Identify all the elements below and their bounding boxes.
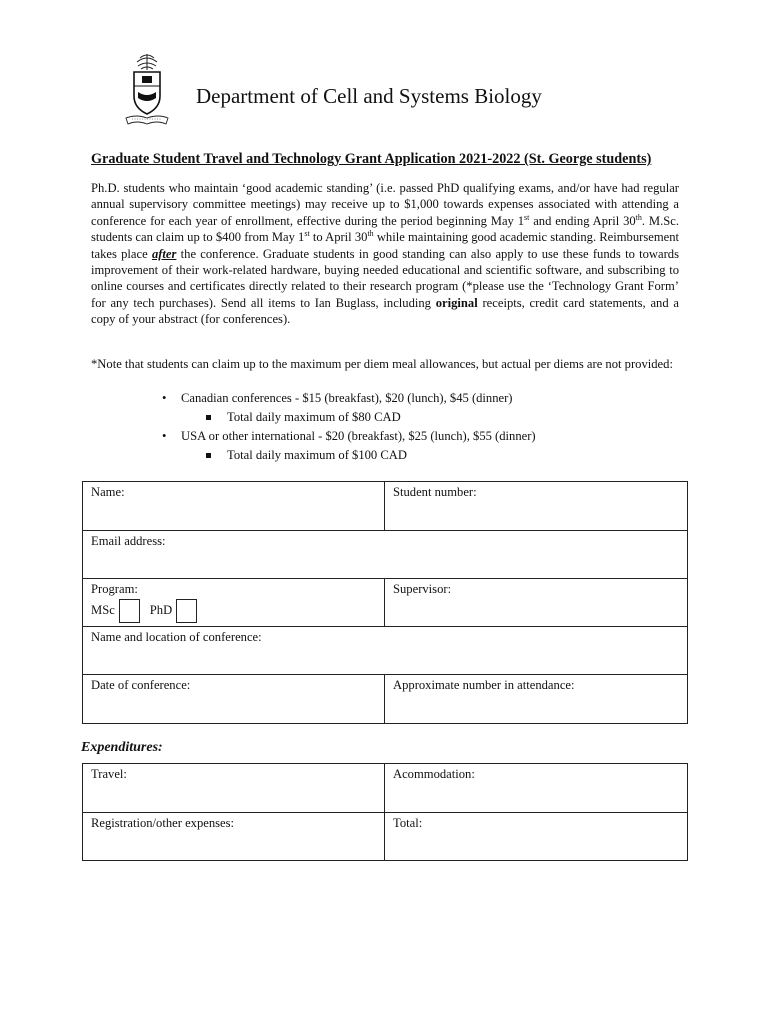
attendance-field[interactable]: Approximate number in attendance: [385,675,688,724]
department-name: Department of Cell and Systems Biology [196,84,542,108]
name-field[interactable]: Name: [83,482,385,531]
phd-checkbox[interactable] [176,599,197,623]
bullet-icon: • [162,429,167,443]
eligibility-paragraph: Ph.D. students who maintain ‘good academic standing’ (i.e. passed PhD qualifying exams, and/or have had regular annual supervisory committee meetings) may receive up to $1,000 towards expenses associated with attending a conference for each year of enrollment, effective during the period beginning May 1st and ending April 30th. M.Sc. students can claim up to $400 from May 1st to April 30th while maintaining good academic standing. Reimbursement takes place after the conference. Graduate students in good standing can also apply to use these funds to towards improvement of their work-related hardware, buying needed educational and scientific software, and subscribing to online courses and certificates directly related to their research program (*please use the ‘Technology Grant Form’ for any tech purchases). Send all items to Ian Buglass, including original receipts, credit card statements, and a copy of your abstract (for conferences). [91,181,679,327]
university-crest-logo [122,52,172,132]
bullet-icon: • [162,391,167,405]
form-title: Graduate Student Travel and Technology Grant Application 2021-2022 (St. George students) [91,151,652,167]
emphasis-original: original [435,295,478,310]
conference-date-field[interactable]: Date of conference: [83,675,385,724]
per-diem-note: *Note that students can claim up to the maximum per diem meal allowances, but actual per diems are not provided: [91,357,673,371]
list-item-usa-max: Total daily maximum of $100 CAD [227,448,407,463]
phd-label: PhD [149,602,173,617]
travel-field[interactable]: Travel: [83,764,385,813]
emphasis-after: after [151,246,177,261]
accommodation-field[interactable]: Acommodation: [385,764,688,813]
square-bullet-icon [206,415,211,420]
conference-field[interactable]: Name and location of conference: [83,627,688,675]
list-item-canadian: • Canadian conferences - $15 (breakfast), $20 (lunch), $45 (dinner) [162,391,513,405]
list-item-usa: • USA or other international - $20 (breakfast), $25 (lunch), $55 (dinner) [162,429,536,443]
registration-field[interactable]: Registration/other expenses: [83,813,385,861]
total-field[interactable]: Total: [385,813,688,861]
square-bullet-icon [206,453,211,458]
program-label: Program: [91,582,138,596]
list-item-canadian-max: Total daily maximum of $80 CAD [227,410,401,425]
expenditures-table [82,763,688,861]
student-number-field[interactable]: Student number: [385,482,688,531]
msc-checkbox[interactable] [119,599,140,623]
supervisor-field[interactable]: Supervisor: [385,579,688,627]
email-field[interactable]: Email address: [83,531,688,579]
program-field [83,579,385,627]
applicant-form-table [82,481,688,724]
expenditures-heading: Expenditures: [81,740,163,755]
msc-label: MSc [91,602,115,617]
